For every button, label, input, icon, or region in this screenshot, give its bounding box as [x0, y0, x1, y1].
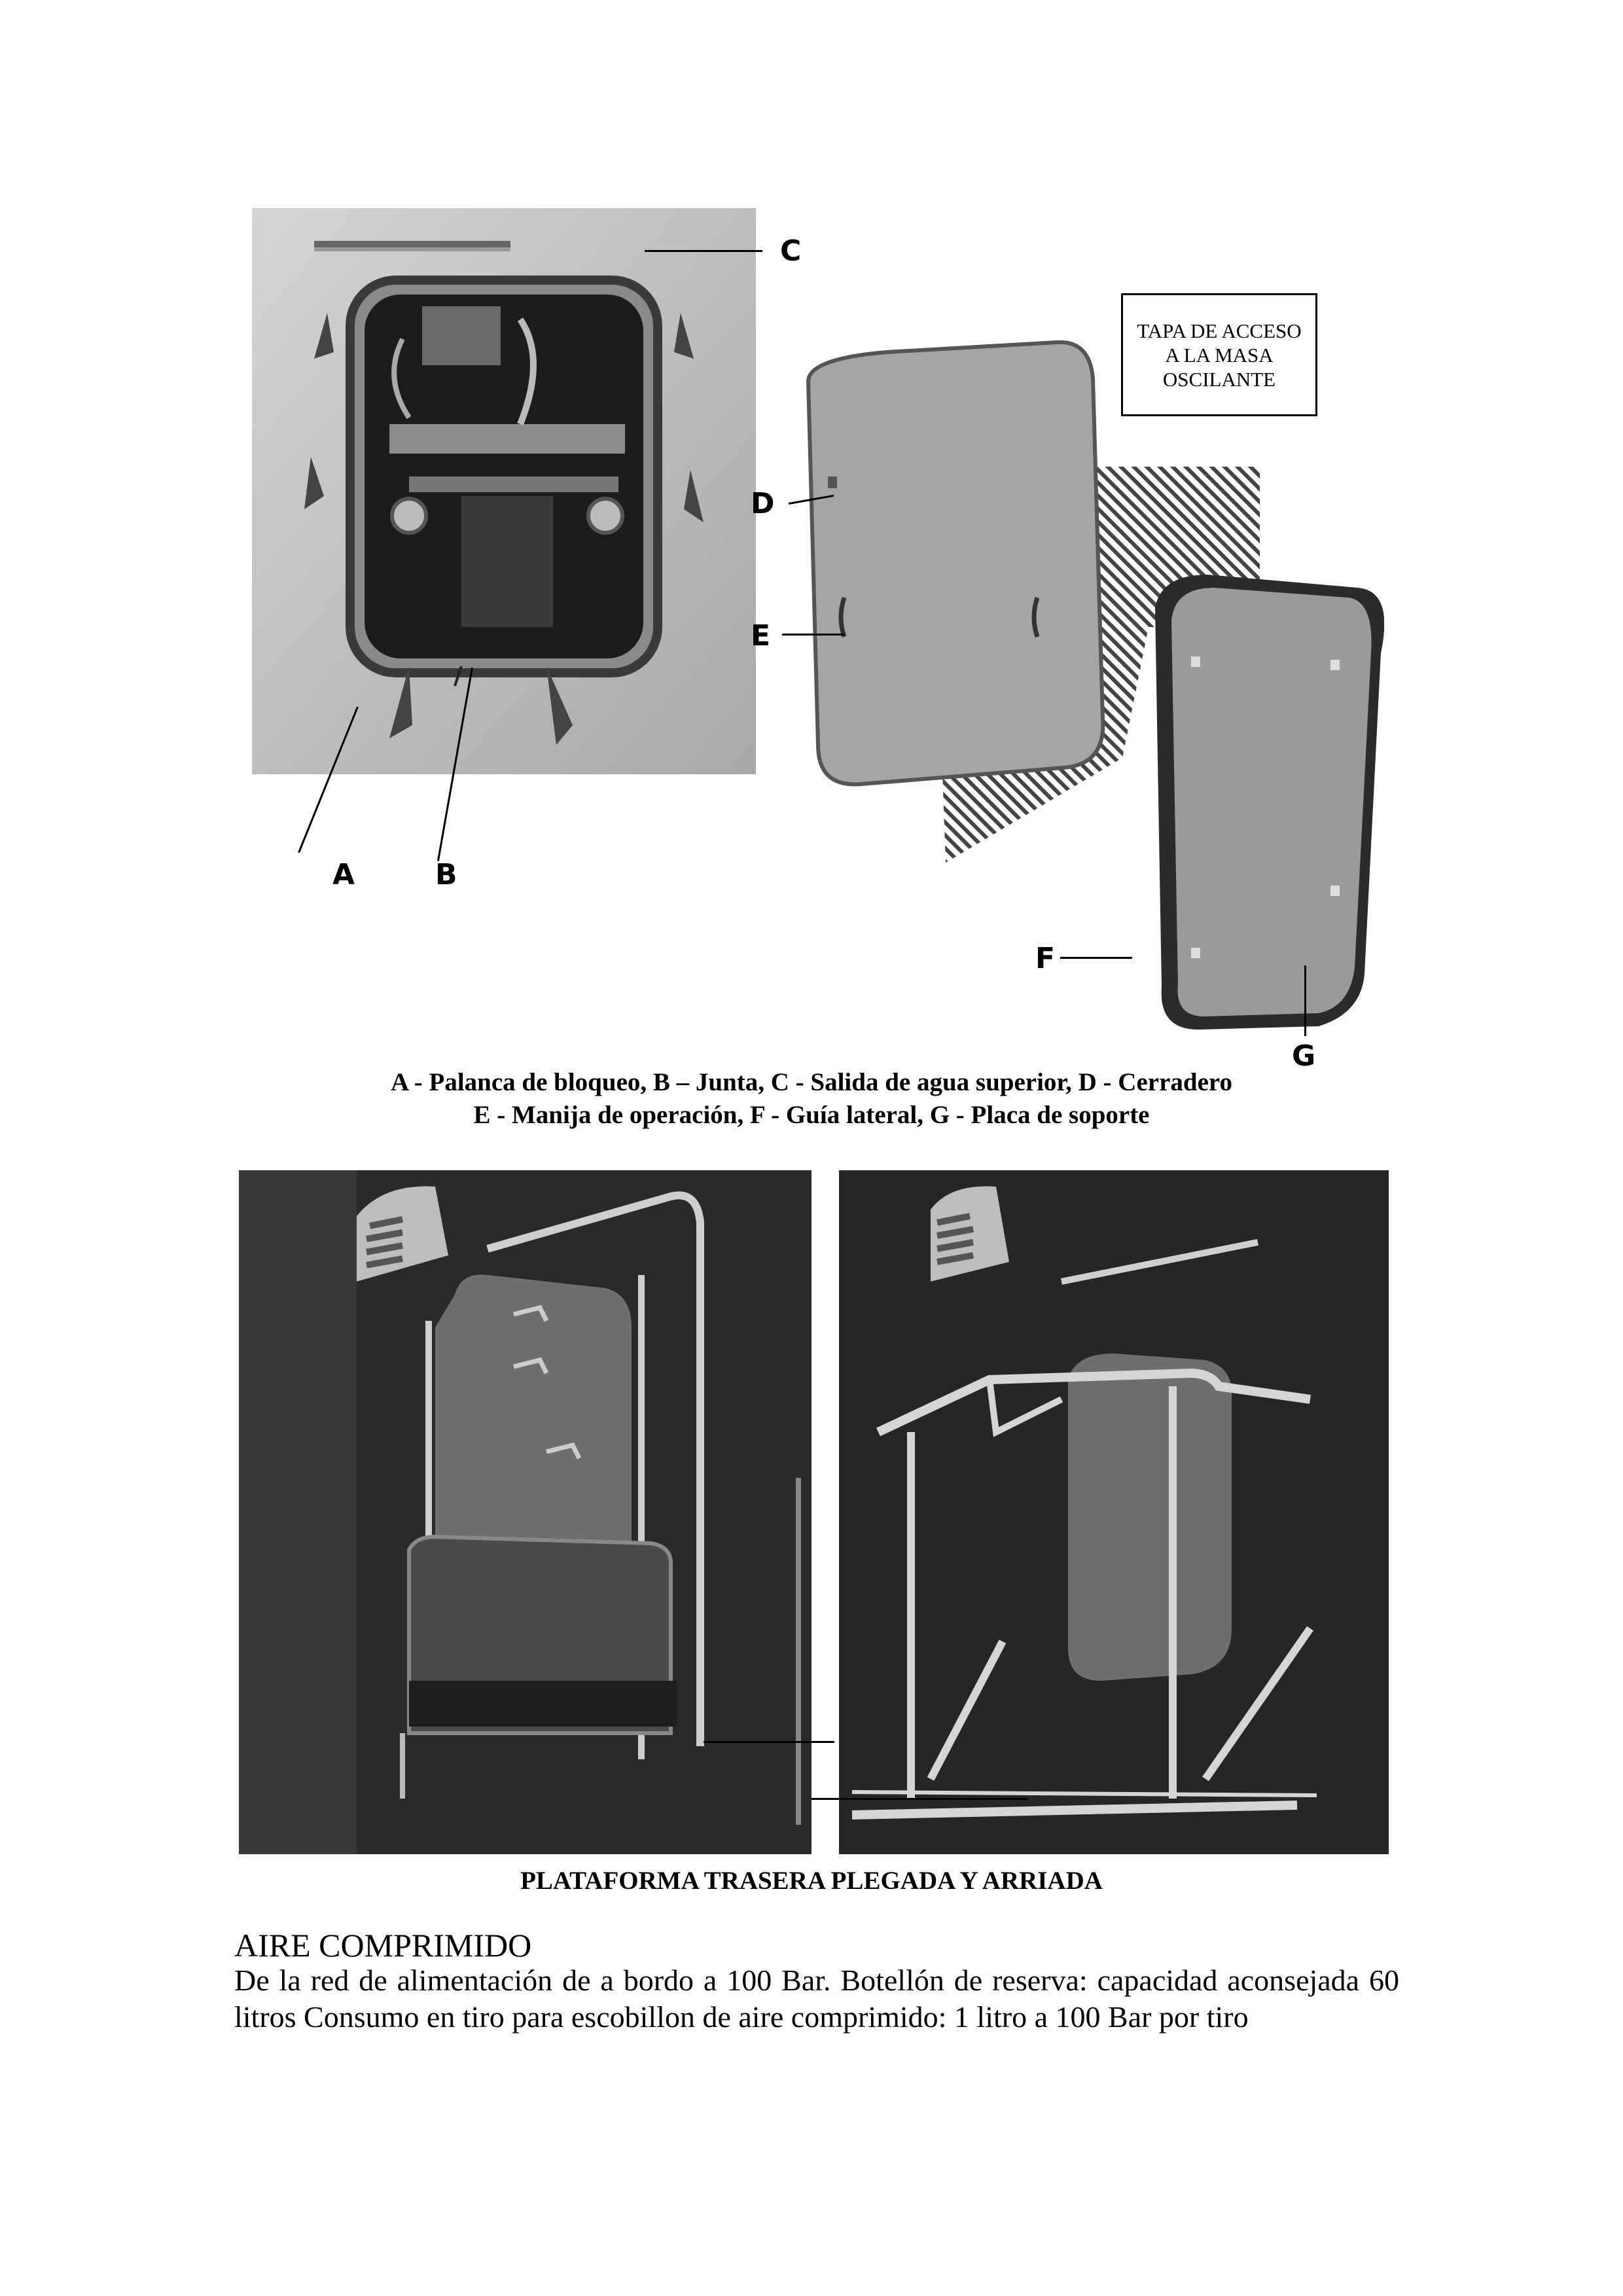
callout-line-f: [1060, 957, 1132, 959]
platform-lowered-illustration: [839, 1170, 1389, 1854]
callout-line-c: [645, 250, 762, 252]
hatch-open-photo: [252, 208, 756, 774]
hatch-open-illustration: [252, 208, 756, 774]
label-d: D: [751, 487, 775, 520]
platform-lowered-photo: [839, 1170, 1389, 1854]
platform-folded-photo: [239, 1170, 812, 1854]
section-body: De la red de alimentación de a bordo a 100 Bar. Botellón de reserva: capacidad aconsejada 60 litros Consumo en tiro para escobillon de aire comprimido: 1 litro a 100 Bar por tiro: [234, 1964, 1399, 2034]
label-g: G: [1292, 1039, 1316, 1073]
callout-line-e: [782, 634, 844, 636]
label-e: E: [751, 619, 771, 653]
callout-line-g: [1304, 965, 1306, 1036]
figure-top-caption-line1: A - Palanca de bloqueo, B – Junta, C - Salida de agua superior, D - Cerradero: [391, 1068, 1232, 1096]
figure-top-caption-line2: E - Manija de operación, F - Guía lateral, G - Placa de soporte: [473, 1101, 1150, 1129]
platform-folded-illustration: [239, 1170, 812, 1854]
callout-line-bottom-1: [704, 1741, 834, 1743]
callout-line-bottom-2: [812, 1798, 1027, 1800]
label-b: B: [435, 858, 457, 891]
title-box-text: TAPA DE ACCESO A LA MASA OSCILANTE: [1137, 319, 1302, 391]
label-c: C: [780, 234, 802, 268]
label-f: F: [1035, 942, 1056, 975]
label-a: A: [332, 858, 355, 891]
title-box: [1121, 293, 1317, 416]
section-heading: AIRE COMPRIMIDO: [234, 1927, 532, 1964]
figure-bottom-caption: PLATAFORMA TRASERA PLEGADA Y ARRIADA: [520, 1867, 1103, 1895]
